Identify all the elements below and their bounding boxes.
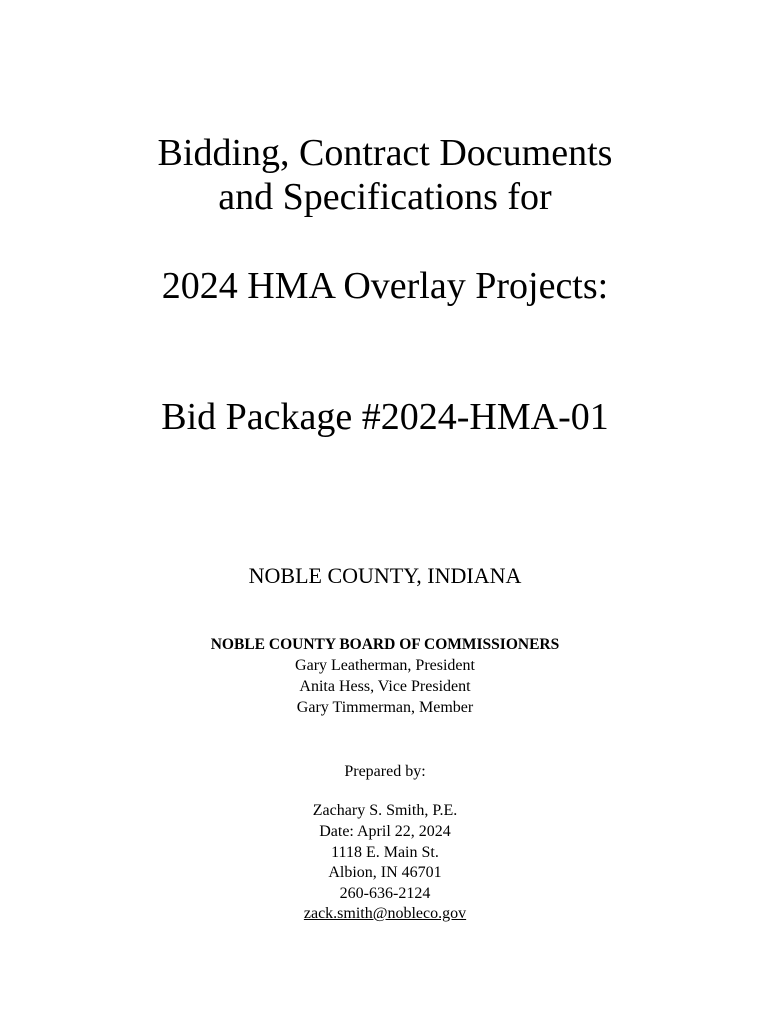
- city-state-zip: Albion, IN 46701: [328, 864, 442, 881]
- email-link-row: [0, 903, 770, 924]
- board-member: Gary Leatherman, President: [295, 657, 475, 674]
- document-date: Date: April 22, 2024: [319, 823, 451, 840]
- county-name: NOBLE COUNTY, INDIANA: [248, 563, 522, 588]
- board-member: Gary Timmerman, Member: [296, 699, 474, 716]
- phone-number: 260-636-2124: [339, 885, 431, 902]
- prepared-by-label: Prepared by:: [344, 763, 426, 780]
- title-line-2: and Specifications for: [218, 176, 552, 218]
- street-address: 1118 E. Main St.: [331, 844, 439, 861]
- preparer-name: Zachary S. Smith, P.E.: [312, 802, 458, 819]
- email-link[interactable]: zack.smith@nobleco.gov: [303, 905, 467, 922]
- board-heading: NOBLE COUNTY BOARD OF COMMISSIONERS: [210, 636, 560, 653]
- title-line-3: 2024 HMA Overlay Projects:: [161, 265, 609, 307]
- bid-package-title: Bid Package #2024-HMA-01: [161, 396, 609, 438]
- title-line-1: Bidding, Contract Documents: [157, 132, 613, 174]
- board-member: Anita Hess, Vice President: [299, 678, 471, 695]
